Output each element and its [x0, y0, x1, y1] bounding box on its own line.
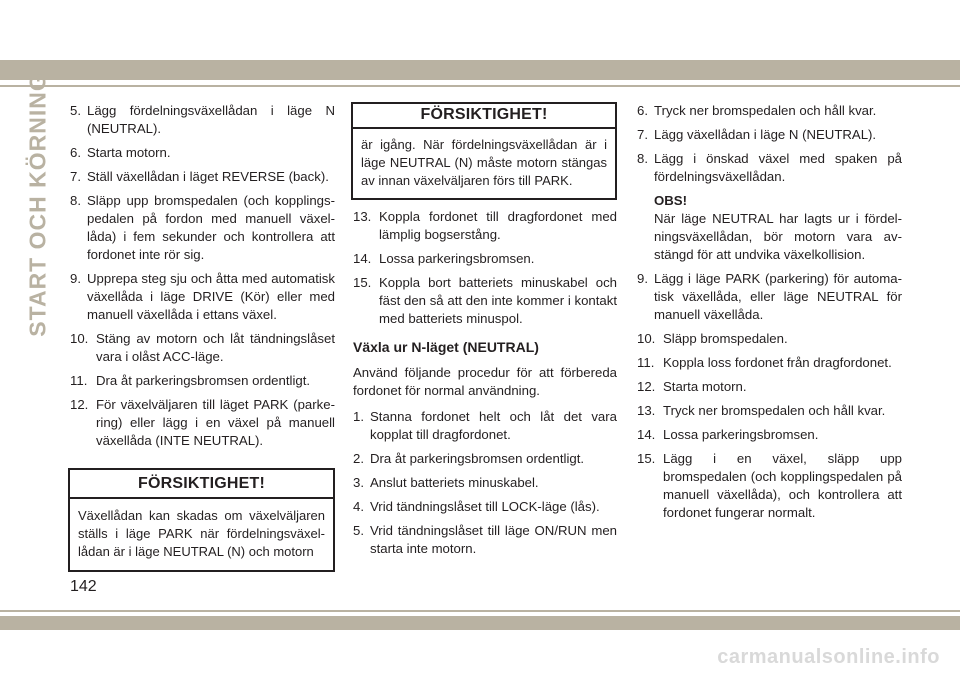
list-item: [637, 378, 902, 396]
footer-stripe: [0, 616, 960, 630]
caution-text: Växellådan kan skadas om växelväljaren ställs i läge PARK när fördelningsväxellådan är i läge NEUTRAL (N) och motorn: [78, 508, 325, 559]
step-text: Starta motorn.: [663, 379, 747, 394]
step-number: 2.: [353, 451, 364, 466]
caution-box-continued: [351, 102, 617, 200]
caution-title: FÖRSIKTIGHET!: [70, 470, 333, 499]
step-number: 11.: [70, 373, 88, 388]
step-text: Lägg i läge PARK (parkering) för automatisk växellåda, eller läge NEUTRAL för manuell växellåda.: [654, 271, 902, 322]
step-number: 14.: [637, 427, 656, 442]
step-number: 8.: [637, 151, 648, 166]
step-text: Vrid tändningslåset till LOCK-läge (lås).: [370, 499, 600, 514]
list-item: [637, 270, 902, 324]
step-number: 12.: [70, 397, 89, 412]
list-item: [637, 354, 902, 372]
list-item: [637, 102, 902, 120]
list-item: [353, 498, 617, 516]
intro-paragraph: Använd följande procedur för att förbereda fordonet för normal användning.: [353, 365, 617, 398]
list-item: [70, 168, 335, 186]
step-list: [637, 270, 902, 522]
list-item: [353, 474, 617, 492]
caution-box: [68, 468, 335, 572]
step-text: Släpp bromspedalen.: [663, 331, 788, 346]
step-number: 4.: [353, 499, 364, 514]
step-text: Stanna fordonet helt och låt det vara kopplat till dragfordonet.: [370, 409, 617, 442]
watermark-text: carmanualsonline.info: [717, 646, 940, 668]
step-number: 1.: [353, 409, 364, 424]
column-right: [637, 102, 902, 528]
step-list: [70, 102, 335, 450]
step-number: 12.: [637, 379, 656, 394]
step-number: 11.: [637, 355, 655, 370]
note-text: När läge NEUTRAL har lagts ur i fördelningsväxellådan, bör motorn vara avstängd för att undvika växelkollision.: [654, 211, 902, 262]
list-item: [353, 408, 617, 444]
step-number: 9.: [637, 271, 648, 286]
step-number: 5.: [353, 523, 364, 538]
step-number: 15.: [353, 275, 372, 290]
list-item: [70, 102, 335, 138]
column-left: [70, 102, 335, 572]
list-item: [353, 274, 617, 328]
step-text: Dra åt parkeringsbromsen ordentligt.: [96, 373, 311, 388]
list-item: [353, 522, 617, 558]
step-number: 14.: [353, 251, 372, 266]
section-title: START OCH KÖRNING: [24, 71, 51, 337]
caution-title: FÖRSIKTIGHET!: [353, 104, 615, 129]
step-text: Upprepa steg sju och åtta med automatisk växellåda i läge DRIVE (Kör) eller med manuell växellåda i ettans växel.: [87, 271, 335, 322]
step-number: 6.: [637, 103, 648, 118]
caution-text: är igång. När fördelningsväxellådan är i läge NEUTRAL (N) måste motorn stängas av innan växelväljaren förs till PARK.: [361, 137, 607, 188]
note-block: [654, 192, 902, 264]
list-item: [637, 330, 902, 348]
step-number: 8.: [70, 193, 81, 208]
section-tab: [24, 71, 51, 337]
list-item: [637, 450, 902, 522]
step-text: Tryck ner bromspedalen och håll kvar.: [663, 403, 886, 418]
step-number: 7.: [637, 127, 648, 142]
list-item: [70, 330, 335, 366]
list-item: [637, 126, 902, 144]
list-item: [637, 426, 902, 444]
step-number: 10.: [637, 331, 656, 346]
step-text: Vrid tändningslåset till läge ON/RUN men starta inte motorn.: [370, 523, 617, 556]
step-text: Lägg i en växel, släpp upp bromspedalen (och kopplingspedalen på manuell växellåda), och kontrollera att fordonet fungerar normalt.: [663, 451, 902, 520]
header-stripe: [0, 60, 960, 80]
list-item: [637, 402, 902, 420]
step-number: 5.: [70, 103, 81, 118]
step-text: Lägg växellådan i läge N (NEUTRAL).: [654, 127, 877, 142]
step-number: 3.: [353, 475, 364, 490]
step-list: [353, 408, 617, 558]
footer-rule: [0, 610, 960, 612]
step-text: Lossa parkeringsbromsen.: [663, 427, 819, 442]
list-item: [353, 208, 617, 244]
list-item: [70, 144, 335, 162]
step-list: [353, 208, 617, 328]
section-heading: Växla ur N-läget (NEUTRAL): [353, 339, 539, 355]
step-number: 6.: [70, 145, 81, 160]
step-text: Stäng av motorn och låt tändningslåset vara i olåst ACC-läge.: [96, 331, 335, 364]
step-text: Lägg i önskad växel med spaken på fördelningsväxellådan.: [654, 151, 902, 184]
step-text: Koppla fordonet till dragfordonet med lämplig bogserstång.: [379, 209, 617, 242]
step-text: Dra åt parkeringsbromsen ordentligt.: [370, 451, 585, 466]
list-item: [70, 270, 335, 324]
step-number: 10.: [70, 331, 89, 346]
step-text: Koppla loss fordonet från dragfordonet.: [663, 355, 892, 370]
list-item: [70, 372, 335, 390]
step-text: Lossa parkeringsbromsen.: [379, 251, 535, 266]
step-text: Starta motorn.: [87, 145, 171, 160]
list-item: [70, 396, 335, 450]
step-text: Koppla bort batteriets minuskabel och fäst den så att den inte kommer i kontakt med batteriets minuspol.: [379, 275, 617, 326]
step-text: Ställ växellådan i läget REVERSE (back).: [87, 169, 329, 184]
page-number: 142: [70, 578, 97, 595]
step-list: [637, 102, 902, 186]
step-text: Lägg fördelningsväxellådan i läge N (NEUTRAL).: [87, 103, 335, 136]
list-item: [637, 150, 902, 186]
step-number: 7.: [70, 169, 81, 184]
step-text: Tryck ner bromspedalen och håll kvar.: [654, 103, 877, 118]
step-number: 9.: [70, 271, 81, 286]
step-number: 13.: [637, 403, 656, 418]
header-rule: [0, 85, 960, 87]
step-number: 13.: [353, 209, 372, 224]
list-item: [353, 450, 617, 468]
note-label: OBS!: [654, 193, 687, 208]
column-middle: [353, 102, 617, 564]
list-item: [353, 250, 617, 268]
step-text: För växelväljaren till läget PARK (parkering) eller lägg i en växel på manuell växellåda (INTE NEUTRAL).: [96, 397, 335, 448]
step-text: Anslut batteriets minuskabel.: [370, 475, 539, 490]
step-number: 15.: [637, 451, 656, 466]
step-text: Släpp upp bromspedalen (och kopplingspedalen på fordon med manuell växellåda) i fem sekunder och kontrollera att fordonet inte rör sig.: [87, 193, 335, 262]
list-item: [70, 192, 335, 264]
